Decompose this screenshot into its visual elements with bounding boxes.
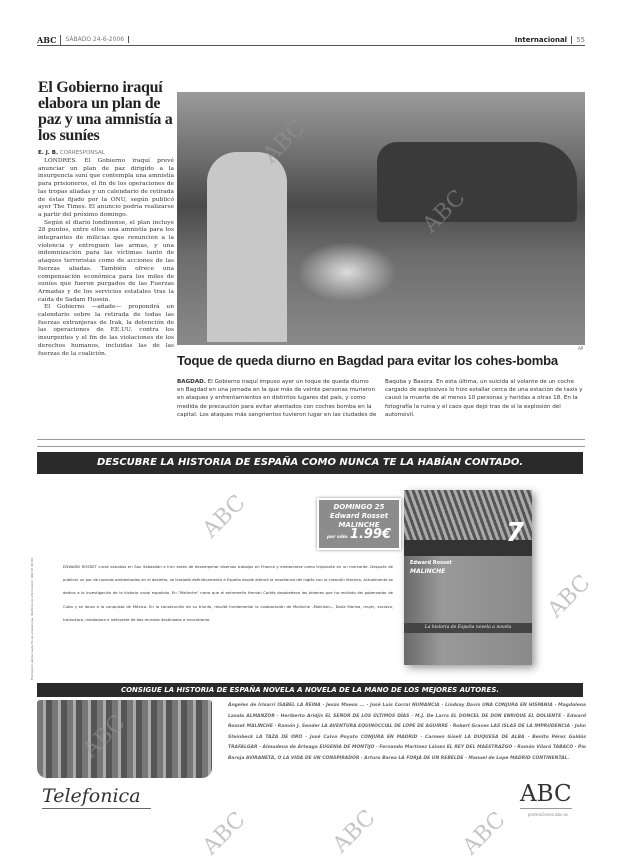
news-photo [177, 92, 585, 345]
ad-legal-text: Promoción válida hasta fin de existencias. Teléfono de información: 902 13 40 00. [30, 557, 34, 680]
smoke [297, 242, 397, 302]
boy-figure [207, 152, 287, 342]
watermark: ABC [78, 710, 131, 763]
watermark: ABC [328, 805, 381, 858]
book-title: MALINCHE [410, 568, 446, 575]
watermark: ABC [418, 185, 471, 238]
page-header [37, 34, 585, 46]
promo-box [317, 498, 401, 550]
caption-dateline: BAGDAD. [177, 379, 206, 385]
article-headline: El Gobierno iraquí elabora un plan de paz y una amnistía a los suníes [38, 79, 173, 144]
issue-date: SÁBADO 24-6-2006 [61, 36, 129, 43]
caption-body [177, 378, 585, 419]
promo-author: Edward Rosset [329, 512, 389, 520]
promo-title: MALINCHE [338, 521, 380, 529]
book-series: La historia de España novela a novela [404, 623, 532, 633]
volume-number: 7 [505, 518, 524, 548]
watermark: ABC [458, 807, 511, 860]
burnt-car [377, 142, 577, 222]
photo-credit: AP [578, 346, 584, 351]
promo-day: DOMINGO 25 [333, 503, 385, 511]
abc-logo: ABC [520, 781, 572, 807]
divider [37, 439, 585, 440]
divider [37, 446, 585, 447]
caption-text: El Gobierno iraquí impuso ayer un toque de queda diurno en Bagdad en una jornada en la que más de veinte personas murieron en ataques y enfrentamientos en distintos lugares del país, y como medida de precaución para evitar atentados con coches bomba en la capital. Los ataques más sangrientos tuvieron lugar en las ciudades de Baquba y Basora. En esta última, un suicida al volante de un coche cargado de explosivos lo hizo estallar cerca de una estación de taxis y causó la muerte de al menos 10 personas y heridas a otras 18. En la fotografía la ruina y el caos que dejó tras de sí la explosión del automóvil. [177, 379, 583, 418]
promo-url[interactable]: promociones.abc.es [528, 812, 569, 817]
article-column [38, 80, 174, 358]
ad-banner-bottom: CONSIGUE LA HISTORIA DE ESPAÑA NOVELA A NOVELA DE LA MANO DE LOS MEJORES AUTORES. [37, 683, 583, 697]
ad-banner-top: DESCUBRE LA HISTORIA DE ESPAÑA COMO NUNCA TE LA HABÍAN CONTADO. [37, 452, 583, 474]
book-author: Edward Rosset [410, 560, 452, 566]
watermark: ABC [258, 115, 311, 168]
sponsor-logo: Telefonica [42, 784, 151, 809]
book-cover [404, 490, 532, 665]
section-name: Internacional [515, 36, 572, 44]
byline-role: CORRESPONSAL [59, 150, 105, 156]
promo-price: 1.99€ [349, 527, 392, 542]
price-prefix: por sólo [326, 535, 348, 540]
watermark: ABC [198, 807, 251, 860]
byline-author: E. J. B. [38, 150, 59, 156]
paragraph: LONDRES. El Gobierno iraquí prevé anunciar un plan de paz dirigido a la insurgencia suní que contempla una amnistía para prisioneros, el fin de los operaciones de las tropas aliadas y un calendario de retirada de éstas fijado por la ONU, según publicó ayer The Times. El anuncio podría realizarse a partir del próximo domingo. [38, 158, 174, 218]
book-collection-image [37, 700, 212, 778]
watermark: ABC [198, 490, 251, 543]
byline [38, 150, 174, 157]
authors-list: Ángeles de Irisarri ISABEL LA REINA · Jesús Maeso ... · José Luis Corral NUMANCIA · Lindsay Davis UNA CONJURA EN HISPANIA · Magdalena Lasala ALMANZOR · Heriberto Aridjis EL SEÑOR DE LOS ÚLTIMOS DÍAS · M.J. De Larra EL DONCEL DE DON ENRIQUE EL DOLIENTE · Edward Rosset MALINCHE · Ramón J. Sender LA AVENTURA EQUINOCCIAL DE LOPE DE AGUIRRE · Robert Graves LAS ISLAS DE LA IMPRUDENCIA · John Steinbeck LA TAZA DE ORO · José Calvo Poyato CONJURA EN MADRID · Carmen Gisell LA DUQUESA DE ALBA · Benito Pérez Galdós TRAFALGAR · Almudena de Arteaga EUGENIA DE MONTIJO · Fernando Martínez Láinez EL REY DEL MAESTRAZGO · Ramón Vilaró TABACO · Pío Baroja AVIRANETA, O LA VIDA DE UN CONSPIRADOR · Arturo Barea LA FORJA DE UN REBELDE · Manuel de Lope MADRID CONTINENTAL. [228, 703, 586, 761]
ad-description: EDWARD ROSSET cursó estudios en San Sebastián e Irún antes de desempeñar diversos trabajos en Francia y embarcarse como tripulante en un mercante. Después de publicar un par de novelas ambientadas en el desierto, se trasladó definitivamente a España donde alternó la enseñanza del inglés con la creación literaria. Actualmente se dedica a la investigación de la historia naval española. En "Malinche" narra que el extremeño Hernán Cortés desobedece las órdenes que ha recibido del gobernador de Cuba y se lanza a la conquista de México. En la consecución de su triunfo, resultó fundamental la colaboración de Malinche –Malintzin–, Doña Marina, mujer, esclava, traductora, mediadora e intérprete de dos mundos destinados a encontrarse. [63, 564, 393, 622]
article-body [38, 158, 174, 358]
caption-headline: Toque de queda diurno en Bagdad para evitar los cohes-bomba [177, 353, 558, 368]
paragraph: Según el diario londinense, el plan incluye 28 puntos, entre ellos una amnistía para los integrantes de milicias que renuncien a la violencia y entreguen las armas, y una indemnización para las víctimas tanto de ataques terroristas como de acciones de las fuerzas aliadas. También ofrece una compensación económica para los miles de suníes que fueron purgados de las Fuerzas Armadas y de los servicios estatales tras la caída de Sadam Husein. [38, 219, 174, 303]
newspaper-logo: ABC [37, 35, 61, 45]
page-number: 55 [576, 35, 585, 44]
paragraph: El Gobierno —añade— propondrá un calendario sobre la retirada de todas las fuerzas extranjeras de Irak, la detención de las operaciones de EE.UU. contra los insurgentes y el fin de las violaciones de los derechos humanos, incluidas las de las fuerzas de la coalición. [38, 304, 174, 357]
photo-caption [177, 353, 585, 419]
watermark: ABC [543, 570, 596, 623]
